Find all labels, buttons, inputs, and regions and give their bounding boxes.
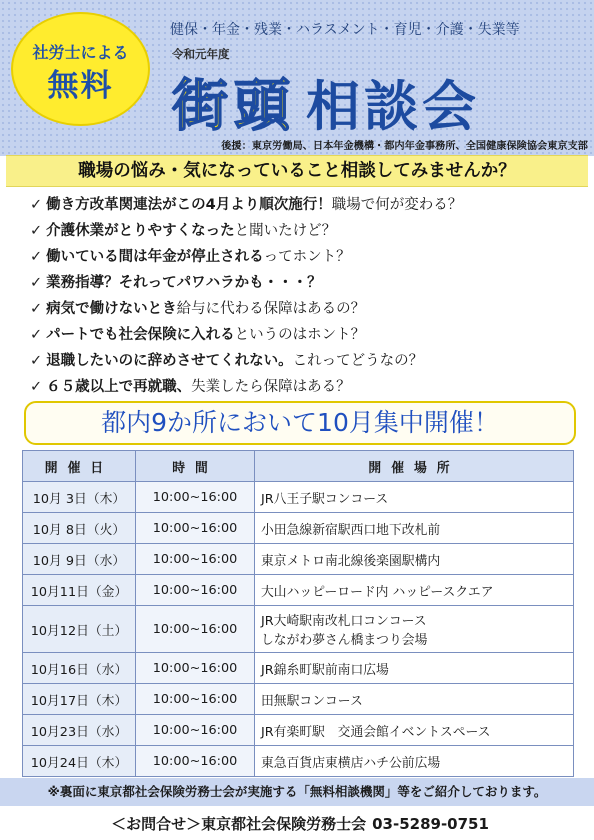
check-item xyxy=(30,270,590,296)
table-row xyxy=(23,684,574,715)
check-rest: 職場で何が変わる？ xyxy=(331,197,463,213)
check-bold: 病気で働けないとき xyxy=(46,301,177,317)
check-icon: ✓ xyxy=(30,275,43,291)
check-item xyxy=(30,296,590,322)
check-bold: ６５歳以上で再就職、 xyxy=(46,379,192,395)
table-row xyxy=(23,575,574,606)
check-icon: ✓ xyxy=(30,223,43,239)
check-item xyxy=(30,218,590,244)
header-place: 開催場所 xyxy=(255,451,574,482)
title-part2: 相談会 xyxy=(306,75,480,138)
table-row xyxy=(23,653,574,684)
cell-date: 10月12日（土） xyxy=(23,606,136,653)
cell-date: 10月11日（金） xyxy=(23,575,136,606)
check-rest: ってホント？ xyxy=(263,249,351,265)
header-banner xyxy=(0,0,594,156)
schedule-table xyxy=(22,450,574,777)
cell-date: 10月23日（水） xyxy=(23,715,136,746)
cell-time: 10:00~16:00 xyxy=(136,544,255,575)
free-badge xyxy=(11,12,150,126)
table-row xyxy=(23,715,574,746)
check-icon: ✓ xyxy=(30,353,43,369)
table-row xyxy=(23,513,574,544)
check-item xyxy=(30,192,590,218)
page-title xyxy=(172,62,480,139)
place-line2: しながわ夢さん橋まつり会場 xyxy=(261,633,428,648)
cell-date: 10月24日（木） xyxy=(23,746,136,777)
invite-band: 職場の悩み・気になっていること相談してみませんか？ xyxy=(6,155,588,187)
cell-place xyxy=(255,606,574,653)
check-icon: ✓ xyxy=(30,379,43,395)
cell-time: 10:00~16:00 xyxy=(136,715,255,746)
cell-place: JR八王子駅コンコース xyxy=(255,482,574,513)
check-item xyxy=(30,374,590,400)
contact-label: ＜お問合せ＞東京都社会保険労務士会 xyxy=(111,815,367,833)
cell-date: 10月17日（木） xyxy=(23,684,136,715)
table-row xyxy=(23,482,574,513)
cell-place: 東急百貨店東横店ハチ公前広場 xyxy=(255,746,574,777)
check-bold: パートでも社会保険に入れる xyxy=(46,327,235,343)
check-rest: これってどうなの？ xyxy=(292,353,424,369)
header-date: 開催日 xyxy=(23,451,136,482)
check-rest: 失業したら保障はある？ xyxy=(191,379,351,395)
check-rest: と聞いたけど？ xyxy=(234,223,337,239)
cell-time: 10:00~16:00 xyxy=(136,513,255,544)
cell-time: 10:00~16:00 xyxy=(136,482,255,513)
badge-line2: 無料 xyxy=(47,68,114,104)
title-part1: 街頭 xyxy=(172,74,296,139)
cell-time: 10:00~16:00 xyxy=(136,684,255,715)
header-time: 時間 xyxy=(136,451,255,482)
cell-place: JR有楽町駅 交通会館イベントスペース xyxy=(255,715,574,746)
table-row xyxy=(23,606,574,653)
badge-line1: 社労士による xyxy=(32,43,129,62)
cell-place: 東京メトロ南北線後楽園駅構内 xyxy=(255,544,574,575)
contact-line xyxy=(0,808,594,840)
cell-time: 10:00~16:00 xyxy=(136,606,255,653)
table-row xyxy=(23,544,574,575)
check-icon: ✓ xyxy=(30,197,43,213)
check-bold: 業務指導？それってパワハラかも・・・？ xyxy=(46,275,322,291)
cell-date: 10月 9日（水） xyxy=(23,544,136,575)
place-line1: JR大崎駅南改札口コンコース xyxy=(261,614,427,629)
table-row xyxy=(23,746,574,777)
cell-date: 10月16日（水） xyxy=(23,653,136,684)
cell-date: 10月 3日（木） xyxy=(23,482,136,513)
cell-time: 10:00~16:00 xyxy=(136,575,255,606)
cell-place: 田無駅コンコース xyxy=(255,684,574,715)
sponsor-line: 後援：東京労働局、日本年金機構・都内年金事務所、全国健康保険協会東京支部 xyxy=(221,141,588,152)
cell-place: 大山ハッピーロード内 ハッピースクエア xyxy=(255,575,574,606)
check-bold: 退職したいのに辞めさせてくれない。 xyxy=(46,353,293,369)
cell-place: JR錦糸町駅前南口広場 xyxy=(255,653,574,684)
checklist xyxy=(30,192,590,400)
check-rest: 給与に代わる保障はあるの？ xyxy=(176,301,366,317)
check-bold: 介護休業がとりやすくなった xyxy=(46,223,235,239)
check-item xyxy=(30,322,590,348)
check-bold: 働き方改革関連法がこの4月より順次施行！ xyxy=(46,197,332,213)
era-label: 令和元年度 xyxy=(172,47,230,61)
check-item xyxy=(30,348,590,374)
check-item xyxy=(30,244,590,270)
check-icon: ✓ xyxy=(30,249,43,265)
announce-box: 都内9か所において10月集中開催！ xyxy=(24,401,576,445)
check-icon: ✓ xyxy=(30,327,43,343)
footer-note: ※裏面に東京都社会保険労務士会が実施する「無料相談機関」等をご紹介しております。 xyxy=(0,778,594,806)
topics-line: 健保・年金・残業・ハラスメント・育児・介護・失業等 xyxy=(170,22,520,38)
contact-phone: 03-5289-0751 xyxy=(372,815,489,833)
cell-time: 10:00~16:00 xyxy=(136,746,255,777)
table-header-row xyxy=(23,451,574,482)
cell-place: 小田急線新宿駅西口地下改札前 xyxy=(255,513,574,544)
cell-time: 10:00~16:00 xyxy=(136,653,255,684)
check-icon: ✓ xyxy=(30,301,43,317)
check-rest: というのはホント？ xyxy=(234,327,366,343)
cell-date: 10月 8日（火） xyxy=(23,513,136,544)
check-bold: 働いている間は年金が停止される xyxy=(46,249,264,265)
